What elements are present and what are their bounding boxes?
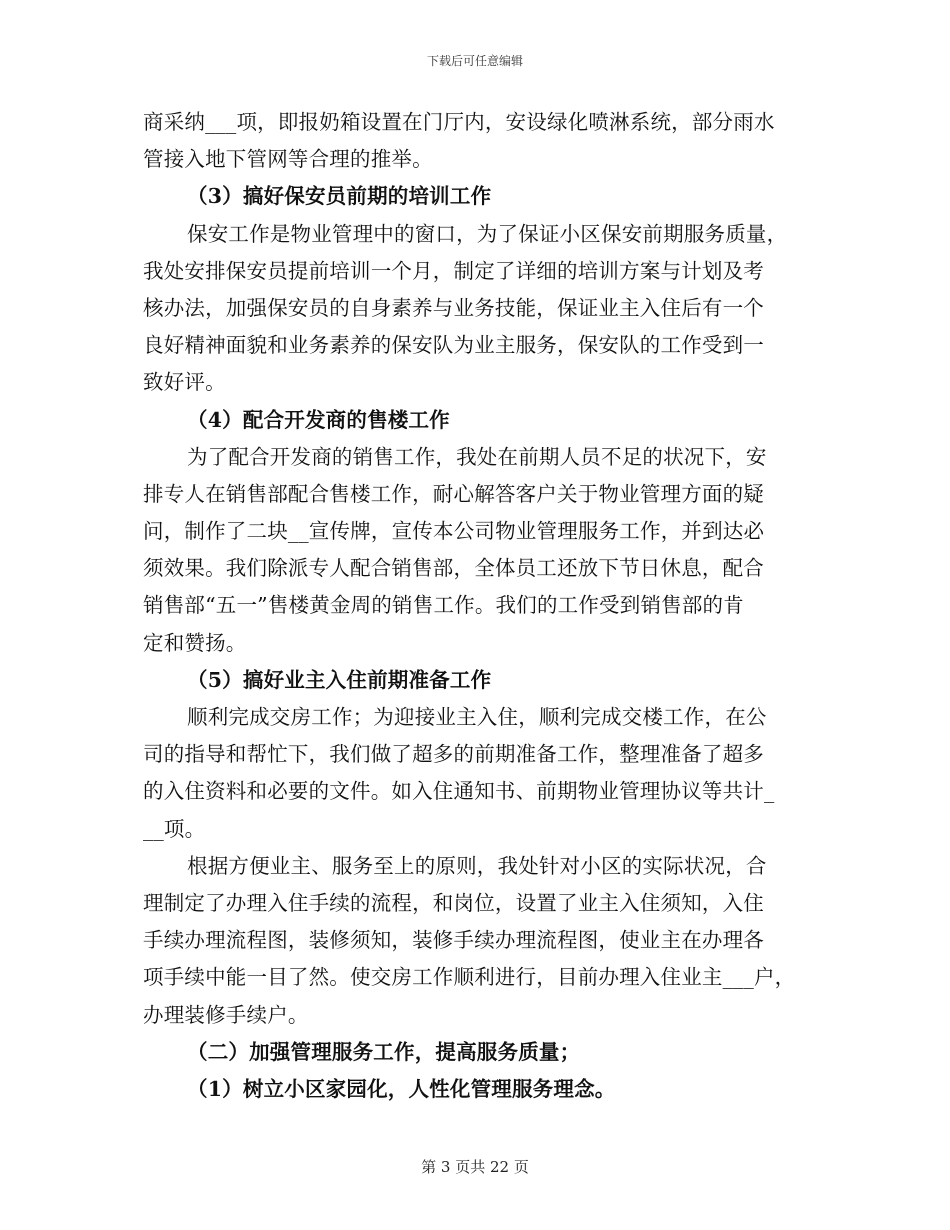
text-line: 商采纳___项，即报奶箱设置在门厅内，安设绿化喷淋系统，部分雨水	[143, 110, 775, 134]
text-line: 顺利完成交房工作；为迎接业主入住，顺利完成交楼工作，在公	[187, 705, 767, 729]
page-footer: 第 3 页共 22 页	[421, 1158, 529, 1176]
text-line: 为了配合开发商的销售工作，我处在前期人员不足的状况下，安	[187, 444, 767, 469]
text-line: 项手续中能一目了然。使交房工作顺利进行，目前办理入住业主___户，	[143, 965, 796, 990]
text-line: 致好评。	[143, 370, 226, 395]
section-heading-line: （3）搞好保安员前期的培训工作	[187, 184, 492, 209]
text-line: 问，制作了二块__宣传牌，宣传本公司物业管理服务工作，并到达必	[143, 519, 765, 544]
text-line: 根据方便业主、服务至上的原则，我处针对小区的实际状况，合	[187, 853, 767, 878]
text-line: 理制定了办理入住手续的流程，和岗位，设置了业主入住须知，入住	[143, 890, 764, 915]
text-line: 定和赞扬。	[143, 630, 247, 655]
section-heading-line: （二）加强管理服务工作，提高服务质量；	[187, 1039, 581, 1064]
text-line: 保安工作是物业管理中的窗口，为了保证小区保安前期服务质量，	[187, 221, 788, 246]
text-line: 办理装修手续户。	[143, 1002, 309, 1027]
text-line: 管接入地下管网等合理的推举。	[143, 147, 433, 172]
text-line: 我处安排保安员提前培训一个月，制定了详细的培训方案与计划及考	[143, 258, 764, 283]
section-heading-line: （1）树立小区家园化，人性化管理服务理念。	[187, 1076, 616, 1101]
text-line: 手续办理流程图，装修须知，装修手续办理流程图，使业主在办理各	[143, 928, 764, 953]
text-line: __项。	[143, 816, 206, 841]
section-heading-line: （5）搞好业主入住前期准备工作	[187, 667, 492, 692]
text-line: 须效果。我们除派专人配合销售部，全体员工还放下节日休息，配合	[143, 556, 764, 581]
text-line: 的入住资料和必要的文件。如入住通知书、前期物业管理协议等共计_	[143, 779, 775, 804]
text-line: 销售部“五一”售楼黄金周的销售工作。我们的工作受到销售部的肯	[143, 593, 744, 618]
section-heading-line: （4）配合开发商的售楼工作	[187, 407, 450, 432]
text-line: 司的指导和帮忙下，我们做了超多的前期准备工作，整理准备了超多	[143, 742, 764, 767]
text-line: 良好精神面貌和业务素养的保安队为业主服务，保安队的工作受到一	[143, 333, 764, 358]
document-body	[143, 104, 815, 1108]
text-line: 核办法，加强保安员的自身素养与业务技能，保证业主入住后有一个	[143, 295, 764, 320]
text-line: 排专人在销售部配合售楼工作，耐心解答客户关于物业管理方面的疑	[143, 481, 764, 506]
page-header: 下载后可任意编辑	[426, 54, 523, 68]
